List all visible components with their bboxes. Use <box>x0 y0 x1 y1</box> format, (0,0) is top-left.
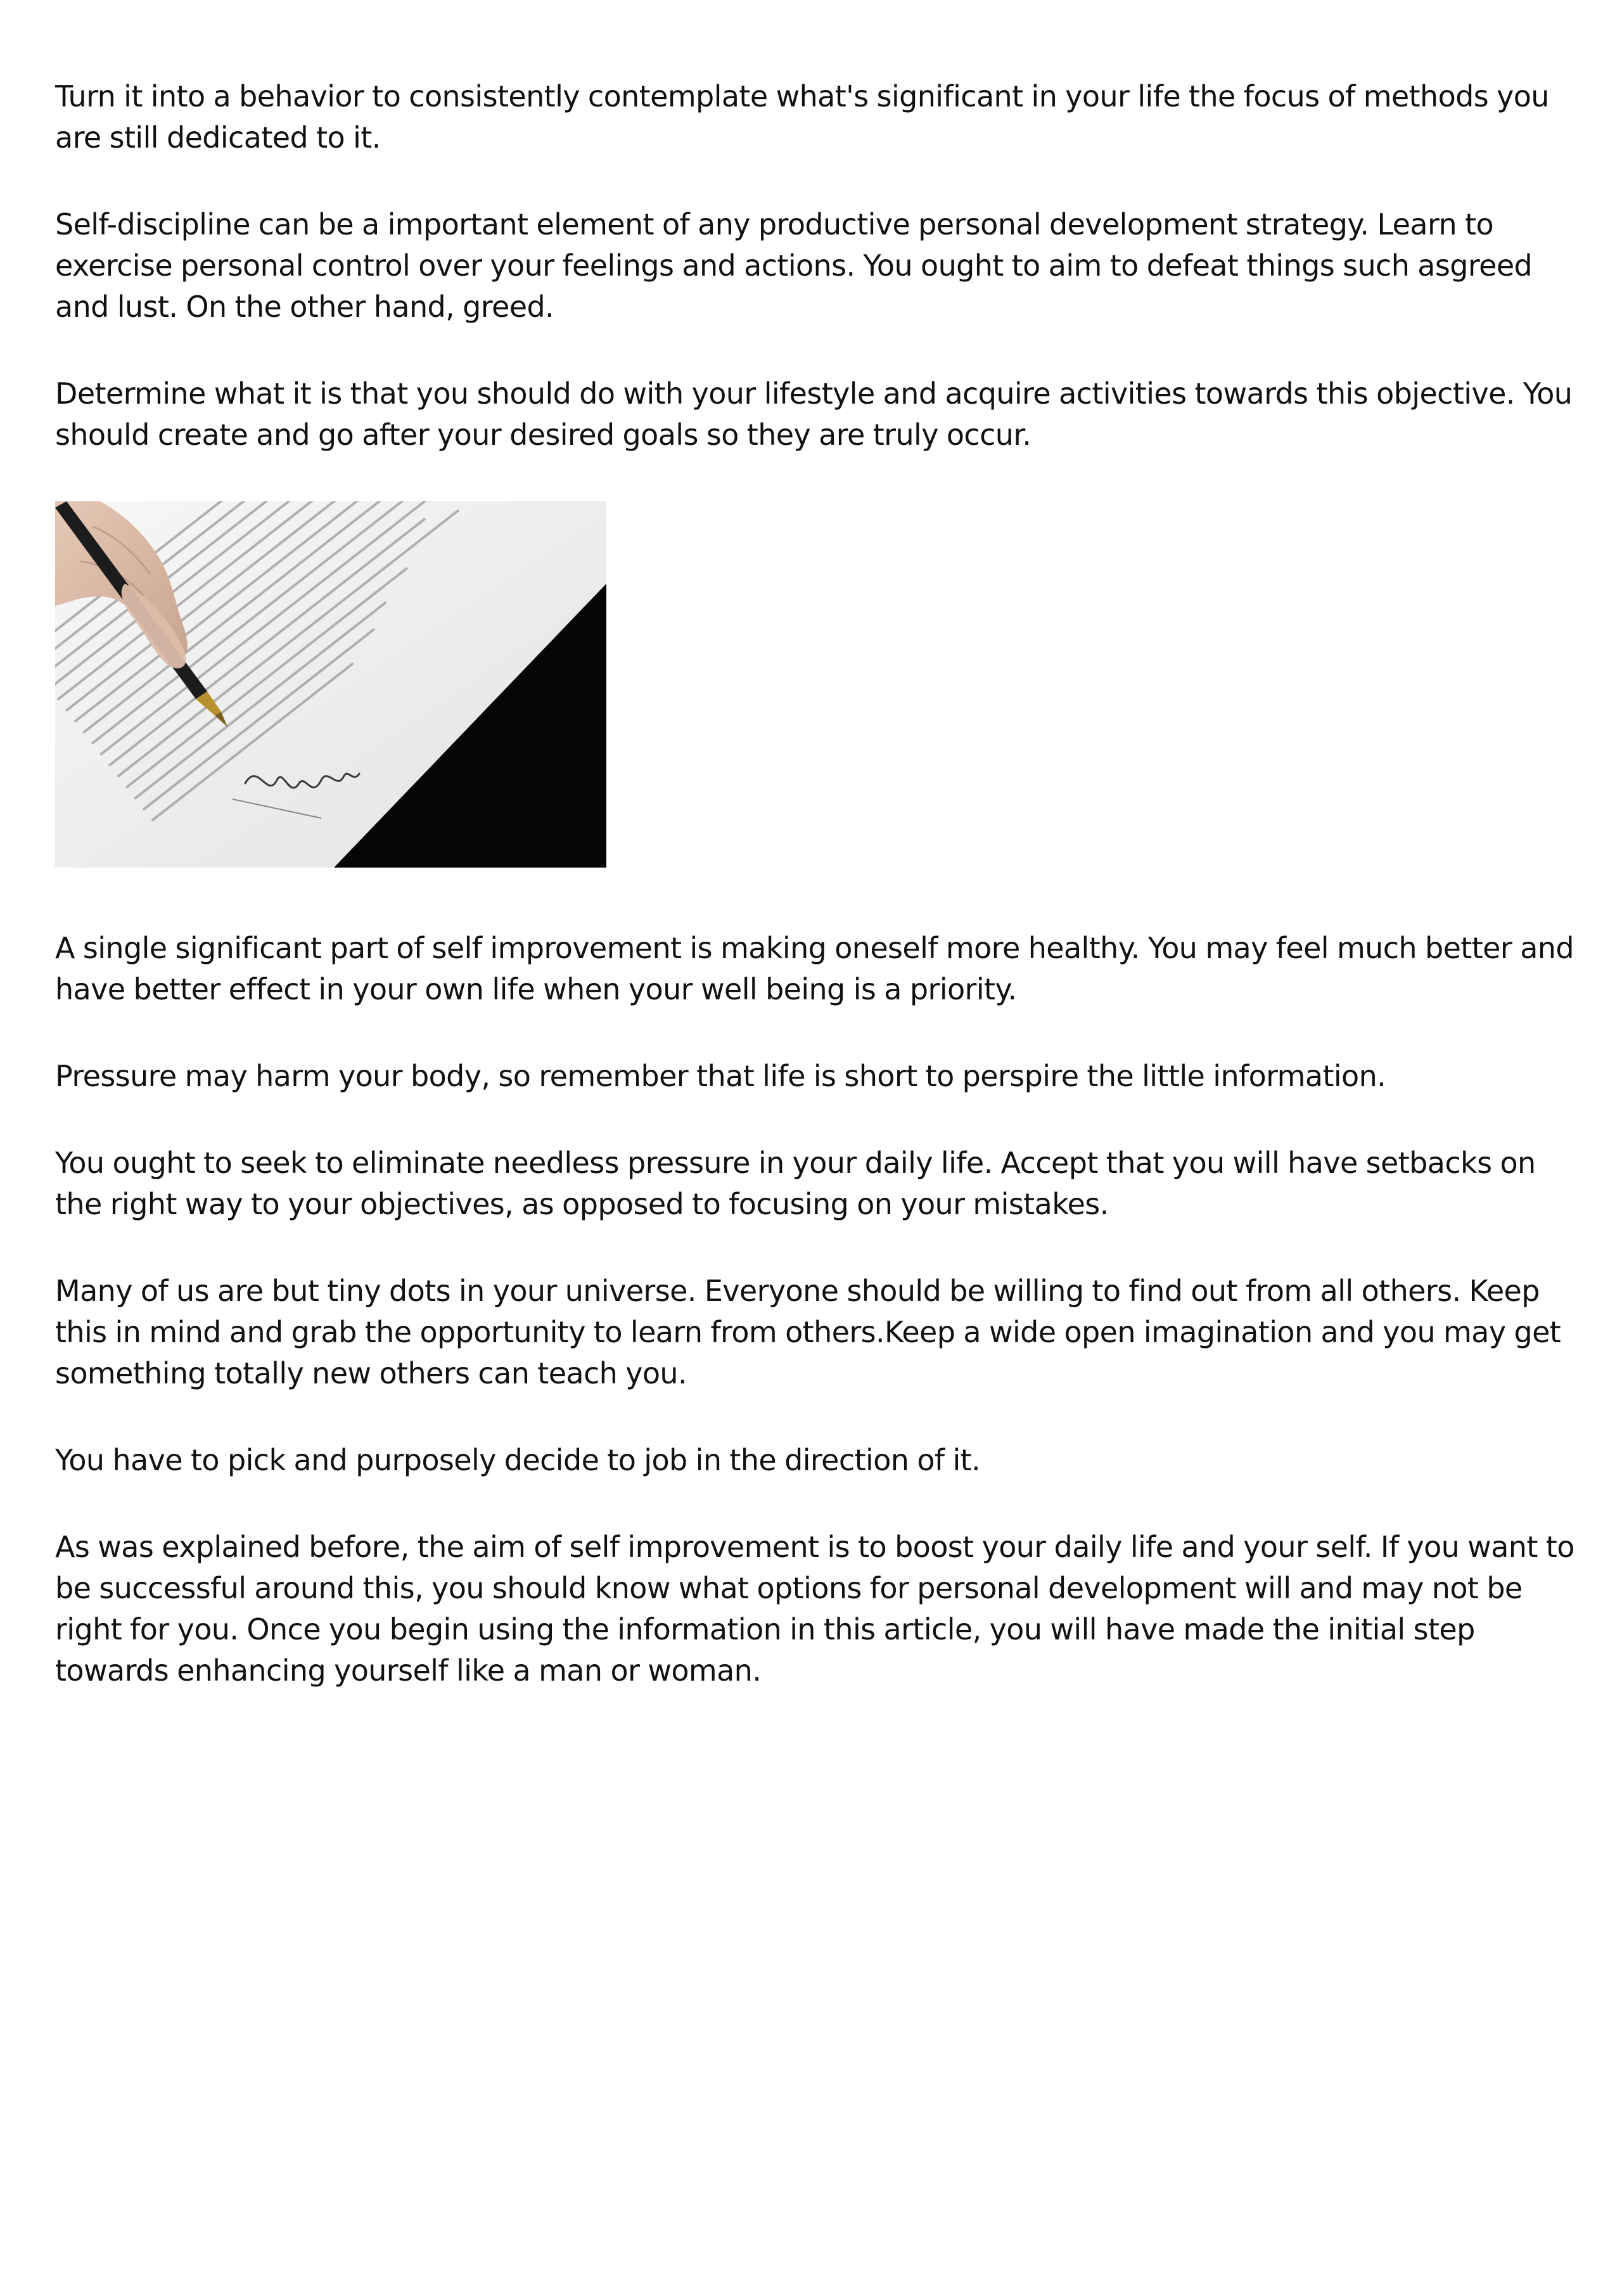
paragraph-7: Many of us are but tiny dots in your universe. Everyone should be willing to find out from all others. Keep this in mind and grab the opportunity to learn from others.Keep a wide open imagination and you may get something totally new others can teach you. <box>55 1274 1561 1390</box>
paragraph-4: A single significant part of self improvement is making oneself more healthy. You may feel much better and have better effect in your own life when your well being is a priority. <box>55 931 1574 1006</box>
paragraph-9: As was explained before, the aim of self improvement is to boost your daily life and your self. If you want to be successful around this, you should know what options for personal development will and may not be right for you. Once you begin using the information in this article, you will have made the initial step towards enhancing yourself like a man or woman. <box>55 1530 1574 1688</box>
article <box>55 76 1576 1737</box>
paragraph-3: Determine what it is that you should do with your lifestyle and acquire activities towards this objective. You should create and go after your desired goals so they are truly occur. <box>55 376 1573 452</box>
paragraph-2: Self-discipline can be a important element of any productive personal development strategy. Learn to exercise personal control over your feelings and actions. You ought to aim to defeat things such asgreed and lust. On the other hand, greed. <box>55 207 1533 324</box>
paragraph-5: Pressure may harm your body, so remember that life is short to perspire the little information. <box>55 1059 1386 1093</box>
paragraph-8: You have to pick and purposely decide to job in the direction of it. <box>55 1443 981 1477</box>
signing-document-photo <box>55 501 606 868</box>
paragraph-1: Turn it into a behavior to consistently contemplate what's significant in your life the focus of methods you are still dedicated to it. <box>55 79 1549 155</box>
paragraph-6: You ought to seek to eliminate needless pressure in your daily life. Accept that you will have setbacks on the right way to your objectives, as opposed to focusing on your mistakes. <box>55 1146 1536 1221</box>
